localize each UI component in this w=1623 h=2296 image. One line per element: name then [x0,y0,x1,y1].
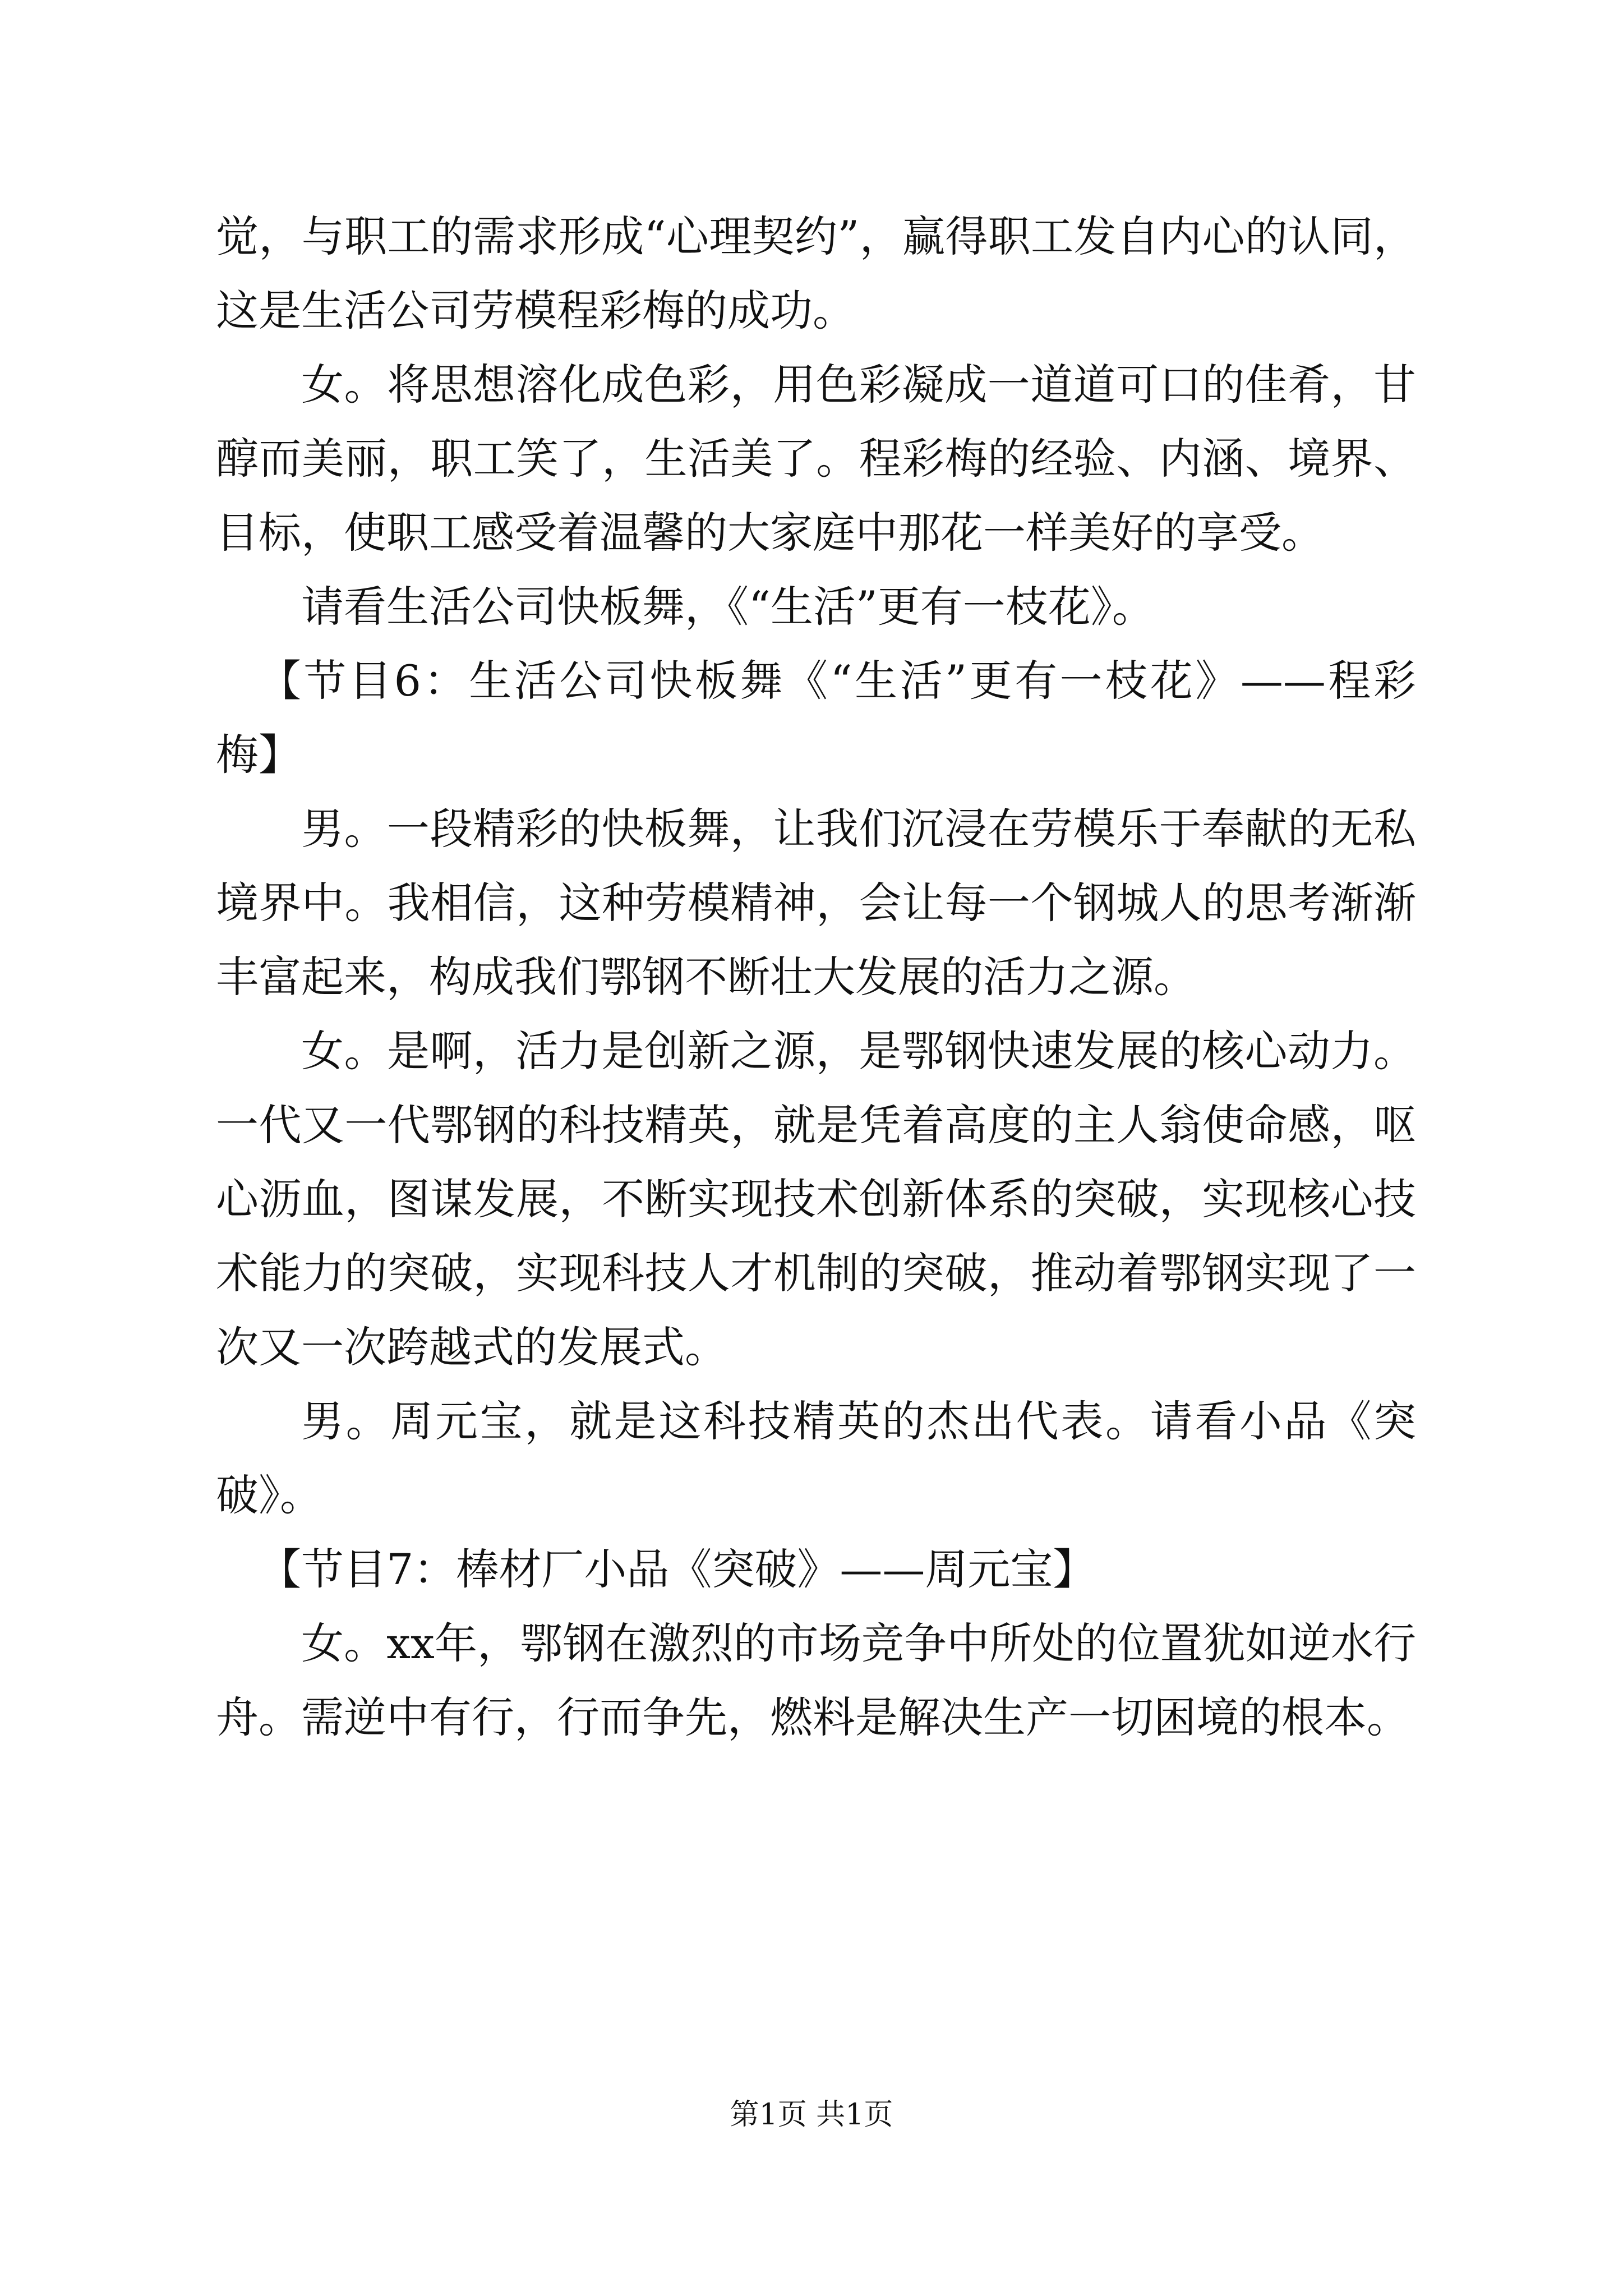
paragraph-male-1: 男。一段精彩的快板舞，让我们沉浸在劳模乐于奉献的无私境界中。我相信，这种劳模精神，会让每一个钢城人的思考渐渐丰富起来，构成我们鄂钢不断壮大发展的活力之源。 [216,804,1416,1002]
program-6-heading: 【节目6：生活公司快板舞《“生活”更有一枝花》——程彩梅】 [216,656,1416,780]
paragraph-female-3: 女。xx年，鄂钢在激烈的市场竞争中所处的位置犹如逆水行舟。需逆中有行，行而争先，燃料是解决生产一切困境的根本。 [216,1618,1416,1742]
paragraph-female-1: 女。将思想溶化成色彩，用色彩凝成一道道可口的佳肴，甘醇而美丽，职工笑了，生活美了。程彩梅的经验、内涵、境界、目标，使职工感受着温馨的大家庭中那花一样美好的享受。 [216,360,1416,558]
program-7-heading: 【节目7：棒材厂小品《突破》——周元宝】 [259,1544,1096,1594]
paragraph-intro-program-6: 请看生活公司快板舞，《“生活”更有一枝花》。 [301,582,1155,632]
paragraph-continuation: 觉，与职工的需求形成“心理契约”，赢得职工发自内心的认同，这是生活公司劳模程彩梅的成功。 [216,211,1416,335]
document-body [216,200,1416,1755]
paragraph-male-2: 男。周元宝，就是这科技精英的杰出代表。请看小品《突破》。 [216,1396,1416,1520]
paragraph-female-2: 女。是啊，活力是创新之源，是鄂钢快速发展的核心动力。一代又一代鄂钢的科技精英，就是凭着高度的主人翁使命感，呕心沥血，图谋发展，不断实现技术创新体系的突破，实现核心技术能力的突破，实现科技人才机制的突破，推动着鄂钢实现了一次又一次跨越式的发展式。 [216,1026,1416,1372]
page-footer: 第1页 共1页 [730,2098,893,2132]
